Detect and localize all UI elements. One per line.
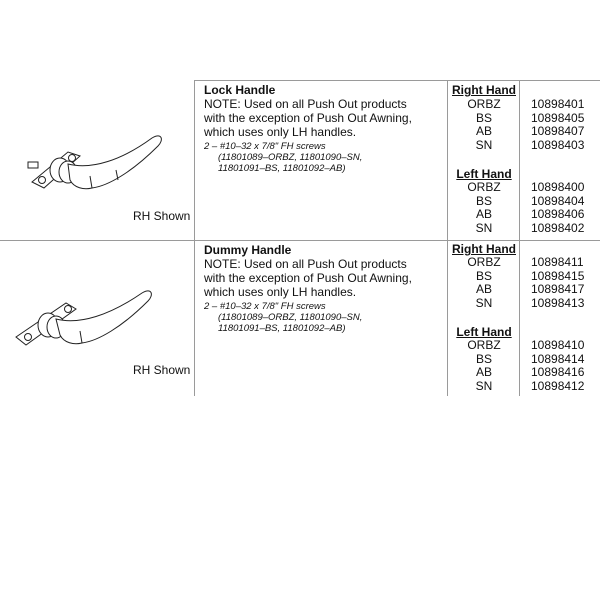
dummy-handle-drawing-icon (10, 285, 160, 360)
left-hand-heading: Left Hand (456, 325, 512, 339)
section-note: NOTE: Used on all Push Out products with the exception of Push Out Awning, which uses only LH handles. (204, 97, 412, 139)
column-divider-description (194, 80, 195, 396)
right-hand-heading: Right Hand (452, 242, 516, 256)
section-title: Dummy Handle (204, 243, 292, 257)
section-divider (0, 240, 600, 241)
image-caption: RH Shown (133, 363, 191, 377)
screw-spec: 2 – #10–32 x 7/8" FH screws (11801089–ORBZ, 11801090–SN, 11801091–BS, 11801092–AB) (204, 301, 363, 334)
left-hand-finishes: ORBZ BS AB SN (467, 338, 501, 394)
right-hand-heading: Right Hand (452, 83, 516, 97)
left-hand-finishes: ORBZ BS AB SN (467, 180, 501, 236)
left-hand-part-numbers: 10898410 10898414 10898416 10898412 (531, 338, 585, 394)
left-hand-part-numbers: 10898400 10898404 10898406 10898402 (531, 180, 585, 236)
right-hand-finishes: ORBZ BS AB SN (467, 255, 501, 311)
table-top-border (194, 80, 600, 81)
right-hand-finishes: ORBZ BS AB SN (467, 97, 501, 153)
image-caption: RH Shown (133, 209, 191, 223)
section-title: Lock Handle (204, 83, 276, 97)
right-hand-part-numbers: 10898401 10898405 10898407 10898403 (531, 97, 585, 153)
section-note: NOTE: Used on all Push Out products with the exception of Push Out Awning, which uses only LH handles. (204, 257, 412, 299)
lock-handle-drawing-icon (22, 130, 172, 205)
right-hand-part-numbers: 10898411 10898415 10898417 10898413 (531, 255, 585, 311)
screw-spec: 2 – #10–32 x 7/8" FH screws (11801089–ORBZ, 11801090–SN, 11801091–BS, 11801092–AB) (204, 141, 363, 174)
left-hand-heading: Left Hand (456, 167, 512, 181)
